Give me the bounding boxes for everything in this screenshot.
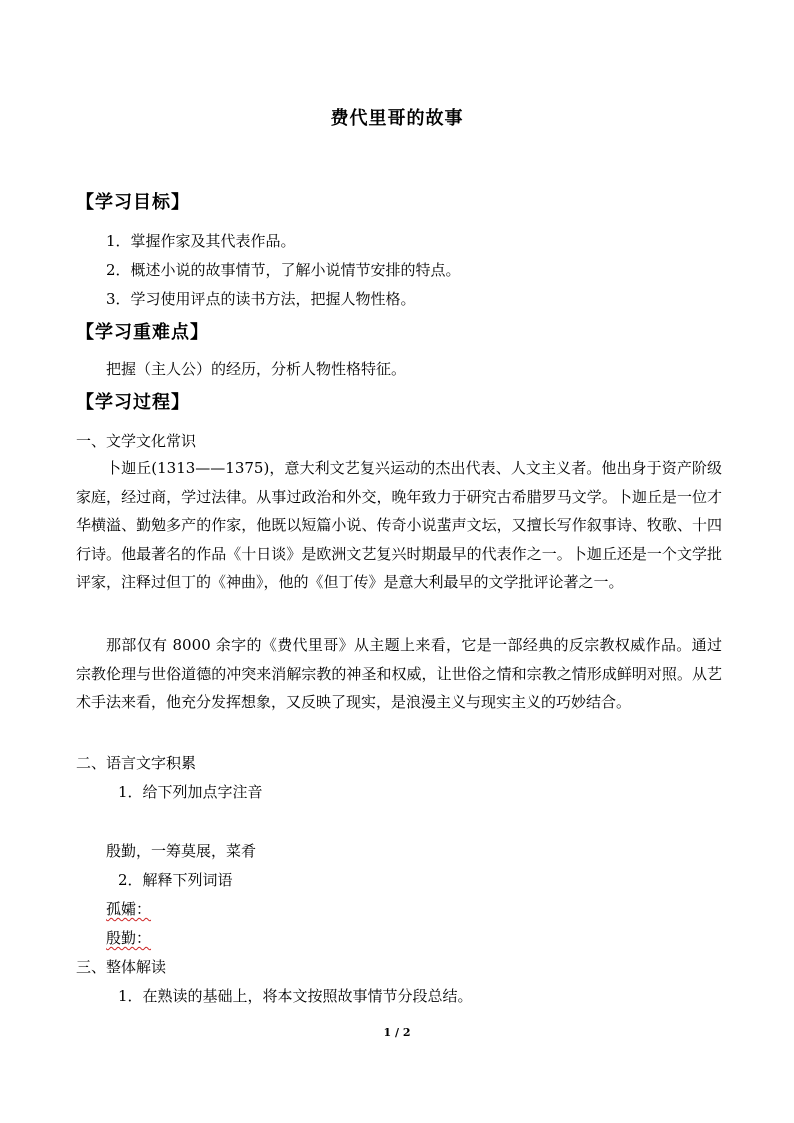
- document-title: 费代里哥的故事: [330, 108, 464, 129]
- section1-heading: 一、文学文化常识: [76, 432, 197, 450]
- goals-heading: 【学习目标】: [76, 192, 190, 213]
- goal-item-2: 2．概述小说的故事情节，了解小说情节安排的特点。: [106, 261, 461, 279]
- section3-question-1: 1．在熟读的基础上，将本文按照故事情节分段总结。: [118, 987, 473, 1005]
- term-yinqin: [106, 927, 151, 948]
- section2-question-1: 1．给下列加点字注音: [118, 783, 263, 801]
- section2-question-2: 2．解释下列词语: [118, 871, 233, 889]
- term-gushuang: [106, 898, 151, 919]
- goal-item-1: 1．掌握作家及其代表作品。: [106, 232, 296, 250]
- section1-paragraph-2: 那部仅有 8000 余字的《费代里哥》从主题上来看，它是一部经典的反宗教权威作品。通过宗教伦理与世俗道德的冲突来消解宗教的神圣和权威，让世俗之情和宗教之情形成鲜明对照。从艺术手法来看，他充分发挥想象，又反映了现实，是浪漫主义与现实主义的巧妙结合。: [76, 636, 722, 711]
- process-heading: 【学习过程】: [76, 392, 190, 413]
- page-number: 1 / 2: [383, 1026, 411, 1039]
- key-points-text: 把握（主人公）的经历，分析人物性格特征。: [106, 360, 407, 378]
- section2-heading: 二、语言文字积累: [76, 754, 197, 772]
- key-points-heading: 【学习重难点】: [76, 322, 209, 343]
- section3-heading: 三、整体解读: [76, 958, 167, 976]
- section2-words: 殷勤，一筹莫展，菜肴: [106, 842, 257, 860]
- section1-paragraph-1: 卜迦丘(1313——1375)，意大利文艺复兴运动的杰出代表、人文主义者。他出身于资产阶级家庭，经过商，学过法律。从事过政治和外交，晚年致力于研究古希腊罗马文学。卜迦丘是一位才华横溢、勤勉多产的作家，他既以短篇小说、传奇小说蜚声文坛，又擅长写作叙事诗、牧歌、十四行诗。他最著名的作品《十日谈》是欧洲文艺复兴时期最早的代表作之一。卜迦丘还是一个文学批评家，注释过但丁的《神曲》，他的《但丁传》是意大利最早的文学批评论著之一。: [76, 459, 722, 591]
- term-gushuang-text: 孤孀：: [106, 900, 152, 918]
- term-yinqin-text: 殷勤：: [106, 929, 152, 947]
- goal-item-3: 3．学习使用评点的读书方法，把握人物性格。: [106, 290, 416, 308]
